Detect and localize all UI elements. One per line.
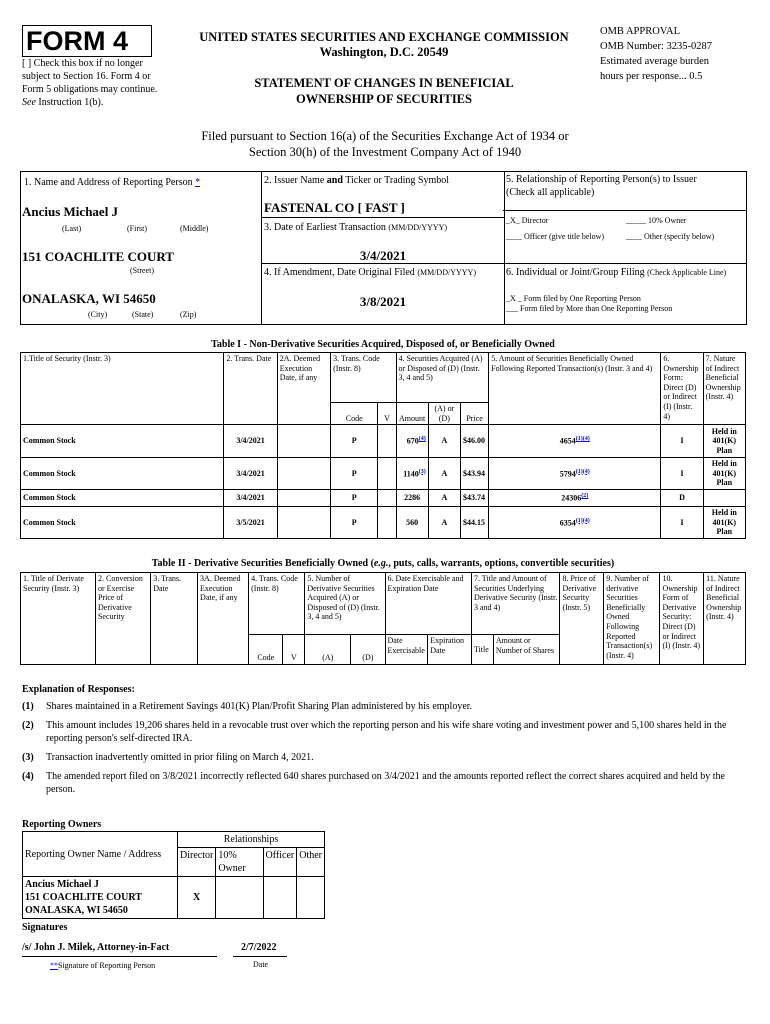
trans-date: 3/4/2021 (224, 425, 277, 458)
state-label: (State) (132, 310, 154, 319)
nature: Held in 401(K) Plan (703, 507, 745, 539)
statement-title: STATEMENT OF CHANGES IN BENEFICIAL OWNERSHIP OF SECURITIES (254, 76, 514, 106)
t2-h3a: 3A. Deemed Execution Date, if any (198, 573, 249, 665)
box1-label: 1. Name and Address of Reporting Person * (24, 177, 201, 188)
director-check: _X_ Director (506, 216, 549, 225)
city-state-value: ONALASKA, WI 54650 (22, 291, 156, 306)
price: $44.15 (460, 507, 488, 539)
relationships-header: Relationships (178, 832, 325, 848)
table2-title: Table II - Derivative Securities Beneficially Owned (e.g., puts, calls, warrants, options, convertible securities) (151, 558, 615, 569)
t2-sub-code: Code (249, 635, 283, 665)
ownership-form: I (661, 458, 703, 490)
checkbox-see: See (22, 97, 36, 108)
t1-h4: 4. Securities Acquired (A) or Disposed of (D) (Instr. 3, 4 and 5) (396, 353, 489, 403)
footnote-link[interactable]: (1)(4) (575, 517, 590, 524)
reporting-person-name: Ancius Michael J (22, 204, 119, 219)
nature: Held in 401(K) Plan (703, 458, 745, 490)
issuer-name: FASTENAL CO [ FAST ] (264, 200, 405, 215)
checkbox-notice (22, 57, 172, 109)
t2-h1: 1. Title of Derivate Security (Instr. 3) (21, 573, 96, 665)
security-title: Common Stock (21, 507, 224, 539)
trans-code: P (331, 490, 378, 507)
owned: $5794^{(1)(4)}$ (489, 458, 661, 490)
aod: A (428, 425, 460, 458)
owned: 24306$^{(2)}$ (489, 490, 661, 507)
filed-pursuant-2: Section 30(h) of the Investment Company Act of 1940 (248, 145, 522, 159)
col-ten-pct: 10% Owner (216, 848, 263, 877)
t2-h11: 11. Nature of Indirect Beneficial Ownership (Instr. 4) (704, 573, 746, 665)
t1-h2: 2. Trans. Date (224, 353, 277, 425)
amendment-date: 3/8/2021 (359, 294, 407, 309)
agency-block (178, 30, 590, 60)
box3-label: 3. Date of Earliest Transaction (MM/DD/YYYY) (264, 222, 448, 233)
price: $43.74 (460, 490, 488, 507)
ownership-form: D (661, 490, 703, 507)
price: $46.00 (460, 425, 488, 458)
table-row (21, 425, 746, 458)
agency-line2: Washington, D.C. 20549 (319, 45, 449, 59)
ownership-form: I (661, 425, 703, 458)
aod: A (428, 507, 460, 539)
table-row (21, 507, 746, 539)
date-line (233, 956, 287, 957)
amount: 670$^{(4)}$ (396, 425, 428, 458)
explanation-title: Explanation of Responses: (22, 684, 135, 695)
checkbox-instr: Instruction 1(b). (38, 97, 104, 108)
table-row (21, 458, 746, 490)
box2-label: 2. Issuer Name and Ticker or Trading Symbol (264, 175, 450, 186)
trans-date: 3/4/2021 (224, 458, 277, 490)
col-officer: Officer (263, 848, 297, 877)
t2-sub-title: Title (471, 635, 493, 665)
aod: A (428, 458, 460, 490)
t1-h5: 5. Amount of Securities Beneficially Owned Following Reported Transaction(s) (Instr. 3 and 4) (489, 353, 661, 425)
col-other: Other (297, 848, 325, 877)
footnote-link[interactable]: (1)(4) (575, 436, 590, 443)
filed-pursuant (100, 128, 670, 160)
footnote-link[interactable]: (2) (581, 493, 589, 500)
signature-line (22, 956, 217, 957)
omb-line3: Estimated average burden (600, 56, 710, 67)
zip-label: (Zip) (180, 310, 197, 319)
t1-h3: 3. Trans. Code (Instr. 8) (331, 353, 396, 403)
owner-col-name: Reporting Owner Name / Address (23, 832, 178, 877)
form-header (22, 25, 152, 57)
t2-sub-amt: Amount or Number of Shares (493, 635, 560, 665)
officer-check: ____ Officer (give title below) (506, 232, 605, 241)
footnote: (2) This amount includes 19,206 shares held in a revocable trust over which the reporting person and his wife share voting and investment power and 5,100 shares held in the reporting person's self-directed IRA. (22, 720, 727, 744)
table1-title: Table I - Non-Derivative Securities Acquired, Disposed of, or Beneficially Owned (211, 339, 555, 350)
table1 (20, 352, 746, 539)
city-label: (City) (88, 310, 108, 319)
nature: Held in 401(K) Plan (703, 425, 745, 458)
other-check: ____ Other (specify below) (626, 232, 715, 241)
date-label: Date (253, 960, 269, 969)
footnote-list (22, 700, 727, 802)
divider (261, 217, 504, 218)
t2-sub-a: (A) (305, 635, 351, 665)
middle-label: (Middle) (180, 224, 209, 233)
t2-h4: 4. Trans. Code (Instr. 8) (249, 573, 305, 635)
footnote-link[interactable]: (1)(4) (575, 468, 590, 475)
agency-line1: UNITED STATES SECURITIES AND EXCHANGE COMMISSION (199, 30, 569, 44)
signature-label: **Signature of Reporting Person (50, 961, 156, 970)
aod: A (428, 490, 460, 507)
t1-h2a: 2A. Deemed Execution Date, if any (277, 353, 330, 425)
t1-h1: 1.Title of Security (Instr. 3) (21, 353, 224, 425)
ownership-form: I (661, 507, 703, 539)
omb-line4: hours per response... 0.5 (600, 71, 703, 82)
t2-sub-v: V (283, 635, 305, 665)
owner-name-address: Ancius Michael J 151 COACHLITE COURT ONALASKA, WI 54650 (23, 877, 178, 919)
t1-h7: 7. Nature of Indirect Beneficial Ownership (Instr. 4) (703, 353, 745, 425)
filed-by-more: ___ Form filed by More than One Reporting Person (506, 304, 673, 313)
t2-sub-d: (D) (351, 635, 385, 665)
footnote-link[interactable]: (4) (418, 436, 426, 443)
t1-sub-aod: (A) or (D) (428, 403, 460, 425)
box6-label: 6. Individual or Joint/Group Filing (Check Applicable Line) (506, 267, 727, 278)
omb-box (600, 24, 750, 84)
trans-code: P (331, 507, 378, 539)
t1-sub-code: Code (331, 403, 378, 425)
t2-h2: 2. Conversion or Exercise Price of Derivative Security (95, 573, 150, 665)
filed-pursuant-1: Filed pursuant to Section 16(a) of the Securities Exchange Act of 1934 or (201, 129, 569, 143)
t2-sub-exp: Expiration Date (428, 635, 472, 665)
filed-by-one: _X _ Form filed by One Reporting Person (506, 294, 641, 303)
security-title: Common Stock (21, 458, 224, 490)
owners-table (22, 831, 325, 919)
col-director: Director (178, 848, 216, 877)
owners-title: Reporting Owners (22, 819, 102, 830)
signature-date: 2/7/2022 (241, 942, 277, 953)
security-title: Common Stock (21, 490, 224, 507)
table2 (20, 572, 746, 665)
last-label: (Last) (62, 224, 82, 233)
t1-sub-v: V (378, 403, 396, 425)
amount: 2286 (396, 490, 428, 507)
t2-h8: 8. Price of Derivative Security (Instr. 5) (560, 573, 604, 665)
t2-h7: 7. Title and Amount of Securities Underlying Derivative Security (Instr. 3 and 4) (471, 573, 560, 635)
signature-value: /s/ John J. Milek, Attorney-in-Fact (22, 942, 170, 953)
street-value: 151 COACHLITE COURT (22, 249, 174, 264)
t2-h10: 10. Ownership Form of Derivative Security: Direct (D) or Indirect (I) (Instr. 4) (660, 573, 704, 665)
t1-sub-amount: Amount (396, 403, 428, 425)
t1-sub-price: Price (460, 403, 488, 425)
signature-star-link[interactable]: ** (50, 961, 58, 970)
t2-h6: 6. Date Exercisable and Expiration Date (385, 573, 471, 635)
trans-code: P (331, 425, 378, 458)
owned: $6354^{(1)(4)}$ (489, 507, 661, 539)
earliest-transaction-date: 3/4/2021 (359, 248, 407, 263)
signatures-title: Signatures (22, 922, 68, 933)
table-row (23, 877, 325, 919)
table-row (21, 490, 746, 507)
t2-h9: 9. Number of derivative Securities Beneficially Owned Following Reported Transaction(s) (Instr. 4) (604, 573, 660, 665)
t2-h5: 5. Number of Derivative Securities Acquired (A) or Disposed of (D) (Instr. 3, 4 and 5) (305, 573, 385, 635)
security-title: Common Stock (21, 425, 224, 458)
amount: 560 (396, 507, 428, 539)
first-label: (First) (127, 224, 147, 233)
owned: $4654^{(1)(4)}$ (489, 425, 661, 458)
omb-line1: OMB APPROVAL (600, 26, 681, 37)
footnote: (4) The amended report filed on 3/8/2021 incorrectly reflected 640 shares purchased on 3/4/2021 and the amounts reported reflect the correct shares acquired and held by the person. (22, 771, 725, 795)
amount: 1140$^{(3)}$ (396, 458, 428, 490)
star-link[interactable]: * (195, 177, 201, 188)
street-label: (Street) (130, 266, 154, 275)
trans-date: 3/5/2021 (224, 507, 277, 539)
footnote: (3) Transaction inadvertently omitted in prior filing on March 4, 2021. (22, 752, 314, 763)
checkbox-text: [ ] Check this box if no longer subject to Section 16. Form 4 or Form 5 obligations may continue. (22, 58, 158, 95)
t2-sub-date-ex: Date Exercisable (385, 635, 428, 665)
t2-h3: 3. Trans. Date (151, 573, 198, 665)
box5-label: 5. Relationship of Reporting Person(s) to Issuer (Check all applicable) (506, 174, 697, 198)
form-label: FORM 4 (26, 26, 129, 56)
divider (503, 210, 746, 211)
footnote: (1) Shares maintained in a Retirement Savings 401(K) Plan/Profit Sharing Plan administered by his employer. (22, 701, 473, 712)
trans-date: 3/4/2021 (224, 490, 277, 507)
trans-code: P (331, 458, 378, 490)
price: $43.94 (460, 458, 488, 490)
footnote-link[interactable]: (3) (418, 468, 426, 475)
ten-pct-check: _____ 10% Owner (626, 216, 687, 225)
t1-h6: 6. Ownership Form: Direct (D) or Indirect (I) (Instr. 4) (661, 353, 703, 425)
omb-line2: OMB Number: 3235-0287 (600, 41, 712, 52)
box4-label: 4. If Amendment, Date Original Filed (MM/DD/YYYY) (264, 267, 476, 278)
director-mark: X (178, 877, 216, 919)
